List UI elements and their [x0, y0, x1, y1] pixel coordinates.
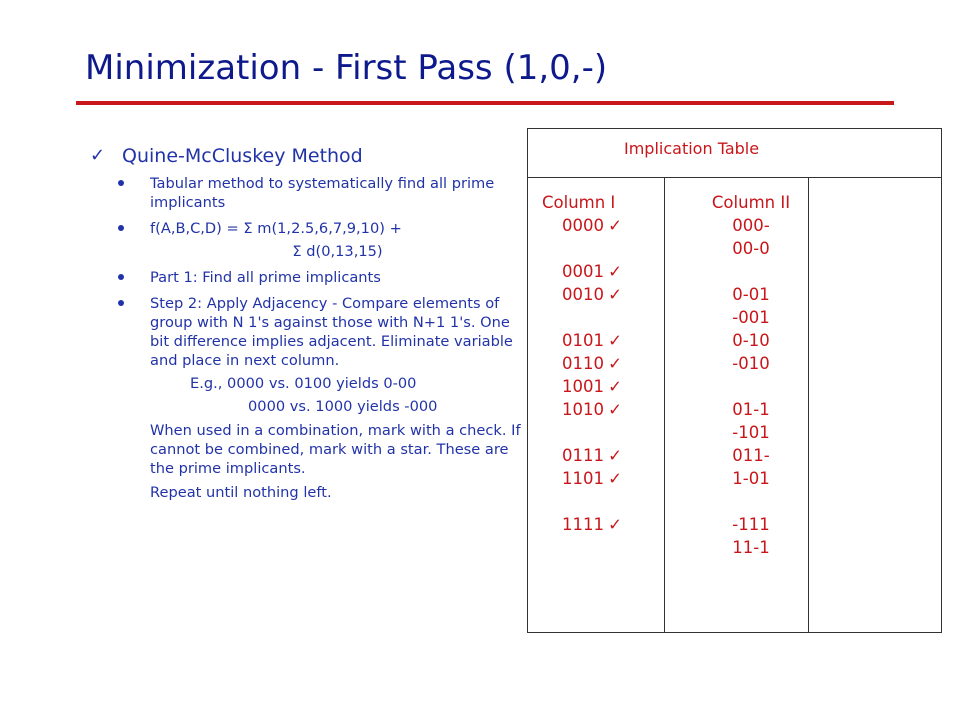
- column-2-spacer: [696, 375, 806, 398]
- column-2-entry: -010: [732, 354, 770, 373]
- minterm-value: 0110: [562, 354, 604, 373]
- column-2-entry: 1-01: [732, 469, 770, 488]
- method-heading: Quine-McCluskey Method: [122, 145, 363, 167]
- bullet-item: [90, 268, 525, 287]
- column-1-entry: [542, 329, 662, 352]
- example-line-2: 0000 vs. 1000 yields -000: [248, 398, 438, 415]
- column-2-entry: 0-01: [732, 285, 770, 304]
- column-divider: [664, 177, 665, 632]
- bullet-item: [90, 219, 525, 238]
- bullet-dot-icon: [118, 225, 124, 231]
- column-1: [542, 191, 662, 536]
- column-1-entry: [542, 513, 662, 536]
- column-1-entry: [542, 398, 662, 421]
- minterm-value: 0000: [562, 216, 604, 235]
- table-title: Implication Table: [624, 139, 760, 158]
- checkmark-icon: ✓: [608, 377, 622, 396]
- column-1-entry: [542, 375, 662, 398]
- column-2-entry: 00-0: [732, 239, 770, 258]
- heading-item: [90, 145, 525, 167]
- bullet-dot-icon: [118, 180, 124, 186]
- column-2-entry: 000-: [732, 216, 770, 235]
- column-2-entry: 011-: [732, 446, 770, 465]
- slide-title: Minimization - First Pass (1,0,-): [85, 48, 608, 88]
- checkmark-icon: ✓: [608, 285, 622, 304]
- column-1-spacer: [542, 421, 662, 444]
- column-2-entry: 11-1: [732, 538, 770, 557]
- column-1-entry: [542, 467, 662, 490]
- column-divider: [808, 177, 809, 632]
- column-1-entry: [542, 444, 662, 467]
- column-1-spacer: [542, 237, 662, 260]
- column-2-entry: 0-10: [732, 331, 770, 350]
- column-1-entry: [542, 352, 662, 375]
- column-1-header: Column I: [542, 193, 616, 212]
- column-2-header: Column II: [711, 193, 791, 212]
- column-2-entry: -001: [732, 308, 770, 327]
- column-1-entry: [542, 260, 662, 283]
- column-2: [696, 191, 806, 559]
- minterm-value: 0111: [562, 446, 604, 465]
- minterm-value: 1111: [562, 515, 604, 534]
- column-1-entry: [542, 283, 662, 306]
- checkmark-icon: ✓: [608, 400, 622, 419]
- implication-table: [527, 128, 942, 633]
- example-line-1: E.g., 0000 vs. 0100 yields 0-00: [190, 375, 417, 392]
- checkmark-icon: ✓: [608, 216, 622, 235]
- checkmark-icon: ✓: [608, 331, 622, 350]
- note-check: When used in a combination, mark with a check. If cannot be combined, mark with a star. These are the prime implicants.: [150, 422, 521, 477]
- checkmark-icon: ✓: [608, 515, 622, 534]
- minterm-value: 0101: [562, 331, 604, 350]
- minterm-value: 1010: [562, 400, 604, 419]
- bullet-item: [90, 174, 525, 212]
- minterm-value: 1101: [562, 469, 604, 488]
- dont-care-line: Σ d(0,13,15): [292, 243, 383, 260]
- bullet-dot-icon: [118, 274, 124, 280]
- bullet-dot-icon: [118, 300, 124, 306]
- bullet-text: Part 1: Find all prime implicants: [150, 269, 381, 286]
- column-2-entry: -101: [732, 423, 770, 442]
- column-1-spacer: [542, 306, 662, 329]
- checkmark-icon: ✓: [608, 354, 622, 373]
- checkmark-icon: ✓: [608, 469, 622, 488]
- title-underline: [76, 101, 894, 105]
- column-1-spacer: [542, 490, 662, 513]
- slide-body: [90, 145, 525, 502]
- bullet-text: Step 2: Apply Adjacency - Compare elements of group with N 1's against those with N+1 1's. One bit difference implies adjacent. Eliminate variable and place in next column.: [150, 295, 513, 369]
- column-1-entry: [542, 214, 662, 237]
- bullet-text: Tabular method to systematically find all prime implicants: [150, 175, 495, 211]
- column-2-entry: 01-1: [732, 400, 770, 419]
- table-header: [528, 129, 941, 178]
- minterm-value: 1001: [562, 377, 604, 396]
- minterm-value: 0001: [562, 262, 604, 281]
- checkmark-icon: ✓: [90, 145, 106, 166]
- minterm-value: 0010: [562, 285, 604, 304]
- column-2-spacer: [696, 260, 806, 283]
- note-repeat: Repeat until nothing left.: [150, 484, 332, 501]
- column-2-entry: -111: [732, 515, 770, 534]
- checkmark-icon: ✓: [608, 446, 622, 465]
- column-2-spacer: [696, 490, 806, 513]
- bullet-item: [90, 294, 525, 370]
- bullet-text-function: f(A,B,C,D) = Σ m(1,2.5,6,7,9,10) +: [150, 220, 402, 237]
- checkmark-icon: ✓: [608, 262, 622, 281]
